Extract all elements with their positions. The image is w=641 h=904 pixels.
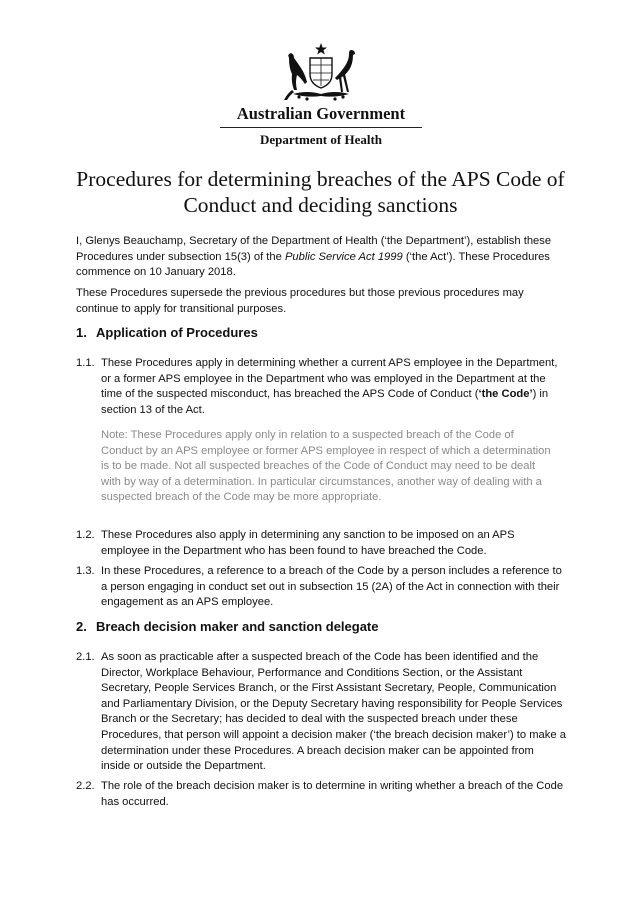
clause-2-2 (76, 779, 566, 810)
clause-1-2 (76, 528, 566, 559)
section-number: 2. (76, 619, 87, 634)
clause-number: 1.1. (76, 357, 95, 369)
section-title: Breach decision maker and sanction delegate (96, 619, 379, 634)
clause-text: As soon as practicable after a suspected breach of the Code has been identified and the Director, Workplace Behaviour, Performance and Conditions Section, or the Assistant Secretary, People Services Branch, or the First Assistant Secretary, People, Communication and Parliamentary Division, or the Deputy Secretary having responsibility for People Services Branch or the Secretary; has decided to deal with the suspected breach under these Procedures, that person will appoint a decision maker (‘the breach decision maker’) to make a determination under these Procedures. A breach decision maker can be appointed from inside or outside the Department. (101, 651, 566, 773)
intro-paragraph-2: These Procedures supersede the previous procedures but those previous procedures may continue to apply for transitional purposes. (76, 287, 524, 315)
clause-number: 1.3. (76, 565, 95, 577)
intro-paragraph-1 (76, 234, 566, 281)
clause-number: 1.2. (76, 529, 95, 541)
clause-text (101, 356, 566, 418)
clause-text-start: These Procedures apply in determining whether a current APS employee in the Department, or a former APS employee in the Department who was employed in the Department at the time of the suspected misconduct, has breached the APS Code of Conduct ( (101, 357, 558, 401)
clause-text-end: ) in section 13 of the Act. (101, 388, 549, 416)
defined-term: ‘the Code’ (478, 388, 533, 401)
clause-number: 2.1. (76, 651, 95, 663)
coat-of-arms-crest-icon (283, 42, 359, 102)
section-2-heading (76, 619, 379, 634)
section-1-heading (76, 325, 258, 340)
section-number: 1. (76, 325, 87, 340)
clause-2-1 (76, 650, 566, 775)
intro-text-end: (‘the Act’). These Procedures commence on 10 January 2018. (76, 250, 550, 279)
clause-text: The role of the breach decision maker is to determine in writing whether a breach of the Code has occurred. (101, 780, 564, 808)
government-name: Australian Government (236, 104, 406, 123)
act-name: Public Service Act 1999 (284, 250, 403, 263)
intro-text-start: I, Glenys Beauchamp, Secretary of the Department of Health (‘the Department’), establish these Procedures under subsection 15(3) of the (76, 235, 552, 263)
clause-1-1 (76, 356, 566, 418)
clause-text: In these Procedures, a reference to a breach of the Code by a person includes a reference to a person engaging in conduct set out in subsection 15 (2A) of the Act in connection with their engagement as an APS employee. (101, 565, 562, 609)
header-divider (220, 127, 422, 128)
clause-1-3 (76, 564, 566, 611)
document-title: Procedures for determining breaches of the APS Code of Conduct and deciding sanctions (76, 167, 565, 217)
section-title: Application of Procedures (96, 325, 258, 340)
department-name: Department of Health (259, 132, 383, 147)
clause-text: These Procedures also apply in determining any sanction to be imposed on an APS employee in the Department who has been found to have breached the Code. (101, 529, 515, 557)
clause-number: 2.2. (76, 780, 95, 792)
government-header (220, 104, 422, 148)
clause-note: Note: These Procedures apply only in relation to a suspected breach of the Code of Conduct by an APS employee or former APS employee in respect of which a determination is to be made. Not all suspected breaches of the Code of Conduct may need to be dealt with by way of a determination. In particular circumstances, another way of dealing with a suspected breach of the Code may be more appropriate. (101, 429, 551, 504)
